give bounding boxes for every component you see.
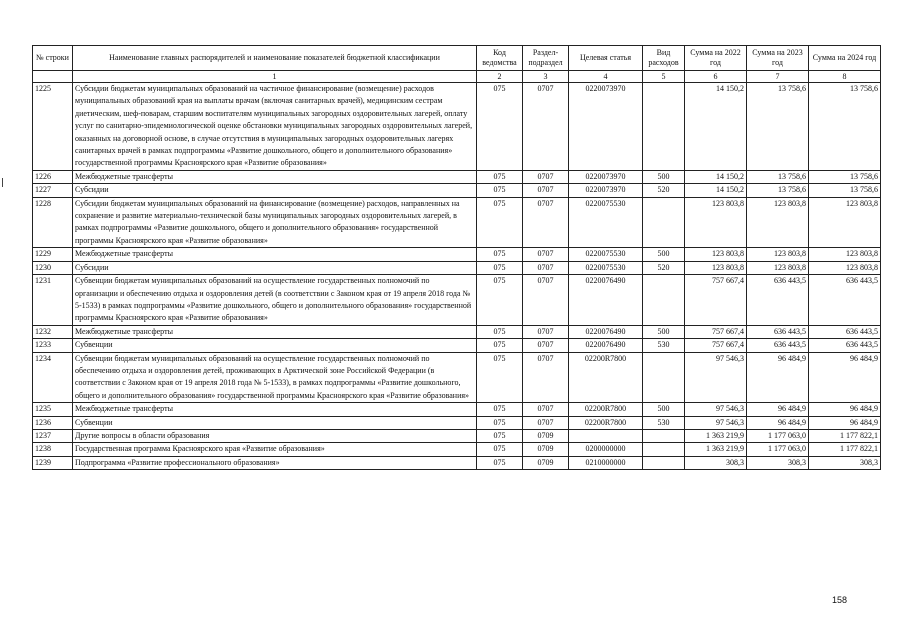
row-sum-2023: 96 484,9 (747, 403, 809, 416)
row-expense-type (643, 429, 685, 442)
row-sum-2022: 1 363 219,9 (685, 443, 747, 456)
row-expense-type: 500 (643, 248, 685, 261)
row-section-code: 0707 (523, 170, 569, 183)
row-sum-2022: 757 667,4 (685, 339, 747, 352)
table-row (33, 352, 881, 403)
row-number: 1230 (33, 261, 73, 274)
row-sum-2024: 1 177 822,1 (809, 443, 881, 456)
header-name: Наименование главных распорядителей и наименование показателей бюджетной классификации (73, 46, 477, 71)
row-name: Субвенции (73, 339, 477, 352)
colnum: 8 (809, 71, 881, 83)
row-sum-2022: 757 667,4 (685, 325, 747, 338)
row-dept-code: 075 (477, 456, 523, 469)
row-sum-2024: 1 177 822,1 (809, 429, 881, 442)
row-sum-2022: 123 803,8 (685, 248, 747, 261)
row-number: 1227 (33, 184, 73, 197)
row-target-code: 0220076490 (569, 275, 643, 326)
row-name: Межбюджетные трансферты (73, 248, 477, 261)
row-dept-code: 075 (477, 352, 523, 403)
row-sum-2023: 636 443,5 (747, 325, 809, 338)
table-row (33, 443, 881, 456)
row-sum-2022: 14 150,2 (685, 184, 747, 197)
row-target-code: 0220075530 (569, 261, 643, 274)
row-target-code (569, 429, 643, 442)
row-target-code: 0210000000 (569, 456, 643, 469)
row-dept-code: 075 (477, 184, 523, 197)
colnum-empty (33, 71, 73, 83)
table-row (33, 261, 881, 274)
row-section-code: 0709 (523, 456, 569, 469)
row-section-code: 0709 (523, 429, 569, 442)
row-sum-2024: 96 484,9 (809, 352, 881, 403)
row-sum-2024: 13 758,6 (809, 83, 881, 171)
row-name: Субвенции бюджетам муниципальных образований на осуществление государственных полномочий по обеспечению отдыха и оздоровления детей, проживающих в Арктической зоне Российской Федерации (в соответствии с Законом края от 19 апреля 2018 года № 5-1533), в рамках подпрограммы «Развитие дошкольного, общего и дополнительного образования» государственной программы Красноярского края «Развитие образования» (73, 352, 477, 403)
row-name: Межбюджетные трансферты (73, 170, 477, 183)
row-target-code: 0200000000 (569, 443, 643, 456)
row-dept-code: 075 (477, 248, 523, 261)
row-sum-2022: 14 150,2 (685, 83, 747, 171)
row-sum-2024: 123 803,8 (809, 248, 881, 261)
row-target-code: 0220076490 (569, 325, 643, 338)
row-number: 1239 (33, 456, 73, 469)
table-row (33, 170, 881, 183)
table-row (33, 197, 881, 248)
row-number: 1233 (33, 339, 73, 352)
row-sum-2023: 308,3 (747, 456, 809, 469)
row-dept-code: 075 (477, 275, 523, 326)
row-dept-code: 075 (477, 197, 523, 248)
row-sum-2022: 97 546,3 (685, 352, 747, 403)
row-expense-type: 500 (643, 170, 685, 183)
row-expense-type: 530 (643, 416, 685, 429)
row-number: 1237 (33, 429, 73, 442)
row-number: 1228 (33, 197, 73, 248)
row-sum-2022: 123 803,8 (685, 197, 747, 248)
row-target-code: 0220073970 (569, 170, 643, 183)
row-target-code: 0220076490 (569, 339, 643, 352)
colnum: 1 (73, 71, 477, 83)
row-target-code: 0220075530 (569, 197, 643, 248)
row-expense-type: 520 (643, 184, 685, 197)
row-sum-2023: 96 484,9 (747, 352, 809, 403)
row-section-code: 0707 (523, 83, 569, 171)
row-name: Другие вопросы в области образования (73, 429, 477, 442)
row-target-code: 0220073970 (569, 184, 643, 197)
row-sum-2024: 13 758,6 (809, 184, 881, 197)
row-expense-type: 520 (643, 261, 685, 274)
row-dept-code: 075 (477, 416, 523, 429)
row-name: Субвенции (73, 416, 477, 429)
row-number: 1229 (33, 248, 73, 261)
row-sum-2024: 636 443,5 (809, 339, 881, 352)
row-name: Субсидии (73, 261, 477, 274)
row-sum-2022: 308,3 (685, 456, 747, 469)
row-sum-2023: 636 443,5 (747, 339, 809, 352)
row-sum-2023: 1 177 063,0 (747, 443, 809, 456)
colnum: 6 (685, 71, 747, 83)
row-section-code: 0707 (523, 325, 569, 338)
row-dept-code: 075 (477, 261, 523, 274)
row-sum-2024: 636 443,5 (809, 325, 881, 338)
row-sum-2024: 96 484,9 (809, 416, 881, 429)
budget-table (32, 45, 881, 470)
row-name: Субсидии бюджетам муниципальных образований на частичное финансирование (возмещение) расходов муниципальных образований края на выплаты врачам (включая санитарных врачей), медицинским сестрам диетическим, шеф-поварам, старшим воспитателям муниципальных загородных оздоровительных лагерей, оплату услуг по санитарно-эпидемиологической оценке обстановки муниципальных загородных оздоровительных лагерей, оказанных на договорной основе, в случае отсутствия в муниципальных загородных оздоровительных лагерях санитарных врачей в рамках подпрограммы «Развитие дошкольного, общего и дополнительного образования» государственной программы Красноярского края «Развитие образования» (73, 83, 477, 171)
row-section-code: 0707 (523, 184, 569, 197)
row-expense-type (643, 352, 685, 403)
row-section-code: 0709 (523, 443, 569, 456)
row-sum-2022: 1 363 219,9 (685, 429, 747, 442)
row-sum-2024: 308,3 (809, 456, 881, 469)
colnum: 2 (477, 71, 523, 83)
header-target: Целевая статья (569, 46, 643, 71)
row-expense-type: 500 (643, 403, 685, 416)
row-number: 1236 (33, 416, 73, 429)
row-number: 1238 (33, 443, 73, 456)
row-sum-2023: 123 803,8 (747, 261, 809, 274)
row-name: Межбюджетные трансферты (73, 325, 477, 338)
row-number: 1226 (33, 170, 73, 183)
table-body (33, 83, 881, 470)
row-sum-2023: 96 484,9 (747, 416, 809, 429)
row-section-code: 0707 (523, 248, 569, 261)
row-sum-2022: 97 546,3 (685, 403, 747, 416)
row-dept-code: 075 (477, 325, 523, 338)
table-row (33, 339, 881, 352)
colnum: 3 (523, 71, 569, 83)
row-sum-2023: 13 758,6 (747, 184, 809, 197)
row-dept-code: 075 (477, 170, 523, 183)
table-row (33, 275, 881, 326)
row-target-code: 02200R7800 (569, 352, 643, 403)
row-section-code: 0707 (523, 403, 569, 416)
colnum: 5 (643, 71, 685, 83)
row-dept-code: 075 (477, 429, 523, 442)
row-sum-2024: 13 758,6 (809, 170, 881, 183)
row-number: 1234 (33, 352, 73, 403)
row-number: 1231 (33, 275, 73, 326)
row-section-code: 0707 (523, 197, 569, 248)
row-sum-2024: 123 803,8 (809, 197, 881, 248)
row-number: 1235 (33, 403, 73, 416)
row-expense-type (643, 83, 685, 171)
row-expense-type (643, 197, 685, 248)
row-sum-2022: 14 150,2 (685, 170, 747, 183)
row-expense-type (643, 443, 685, 456)
row-sum-2022: 123 803,8 (685, 261, 747, 274)
table-row (33, 184, 881, 197)
row-section-code: 0707 (523, 352, 569, 403)
row-name: Субвенции бюджетам муниципальных образований на осуществление государственных полномочий по организации и обеспечению отдыха и оздоровления детей (в соответствии с Законом края от 19 апреля 2018 года № 5-1533) в рамках подпрограммы «Развитие дошкольного, общего и дополнительного образования» государственной программы Красноярского края «Развитие образования» (73, 275, 477, 326)
row-number: 1232 (33, 325, 73, 338)
row-sum-2023: 13 758,6 (747, 83, 809, 171)
row-target-code: 0220075530 (569, 248, 643, 261)
row-sum-2022: 97 546,3 (685, 416, 747, 429)
row-expense-type: 530 (643, 339, 685, 352)
table-row (33, 416, 881, 429)
row-expense-type: 500 (643, 325, 685, 338)
column-number-row (33, 71, 881, 83)
table-row (33, 456, 881, 469)
header-section: Раздел-подраздел (523, 46, 569, 71)
row-dept-code: 075 (477, 339, 523, 352)
header-dept: Код ведомства (477, 46, 523, 71)
row-section-code: 0707 (523, 339, 569, 352)
row-sum-2023: 13 758,6 (747, 170, 809, 183)
page-number: 158 (832, 595, 848, 605)
row-dept-code: 075 (477, 403, 523, 416)
row-target-code: 02200R7800 (569, 416, 643, 429)
scan-edge-mark (2, 178, 3, 187)
row-name: Субсидии бюджетам муниципальных образований на финансирование (возмещение) расходов, направленных на сохранение и развитие материально-технической базы муниципальных загородных оздоровительных лагерей, в рамках подпрограммы «Развитие дошкольного, общего и дополнительного образования» государственной программы Красноярского края «Развитие образования» (73, 197, 477, 248)
row-sum-2024: 123 803,8 (809, 261, 881, 274)
row-number: 1225 (33, 83, 73, 171)
row-name: Подпрограмма «Развитие профессионального образования» (73, 456, 477, 469)
row-sum-2023: 1 177 063,0 (747, 429, 809, 442)
table-row (33, 248, 881, 261)
row-target-code: 02200R7800 (569, 403, 643, 416)
row-sum-2024: 636 443,5 (809, 275, 881, 326)
header-sum-2022: Сумма на 2022 год (685, 46, 747, 71)
row-sum-2023: 636 443,5 (747, 275, 809, 326)
header-num: № строки (33, 46, 73, 71)
header-sum-2024: Сумма на 2024 год (809, 46, 881, 71)
table-row (33, 325, 881, 338)
row-expense-type (643, 456, 685, 469)
row-dept-code: 075 (477, 443, 523, 456)
row-name: Межбюджетные трансферты (73, 403, 477, 416)
header-sum-2023: Сумма на 2023 год (747, 46, 809, 71)
row-sum-2022: 757 667,4 (685, 275, 747, 326)
row-dept-code: 075 (477, 83, 523, 171)
row-sum-2024: 96 484,9 (809, 403, 881, 416)
colnum: 4 (569, 71, 643, 83)
row-name: Субсидии (73, 184, 477, 197)
row-section-code: 0707 (523, 261, 569, 274)
table-row (33, 83, 881, 171)
table-row (33, 429, 881, 442)
header-type: Вид расходов (643, 46, 685, 71)
header-row (33, 46, 881, 71)
row-sum-2023: 123 803,8 (747, 197, 809, 248)
row-sum-2023: 123 803,8 (747, 248, 809, 261)
row-expense-type (643, 275, 685, 326)
row-target-code: 0220073970 (569, 83, 643, 171)
table-row (33, 403, 881, 416)
colnum: 7 (747, 71, 809, 83)
row-section-code: 0707 (523, 416, 569, 429)
row-section-code: 0707 (523, 275, 569, 326)
row-name: Государственная программа Красноярского края «Развитие образования» (73, 443, 477, 456)
